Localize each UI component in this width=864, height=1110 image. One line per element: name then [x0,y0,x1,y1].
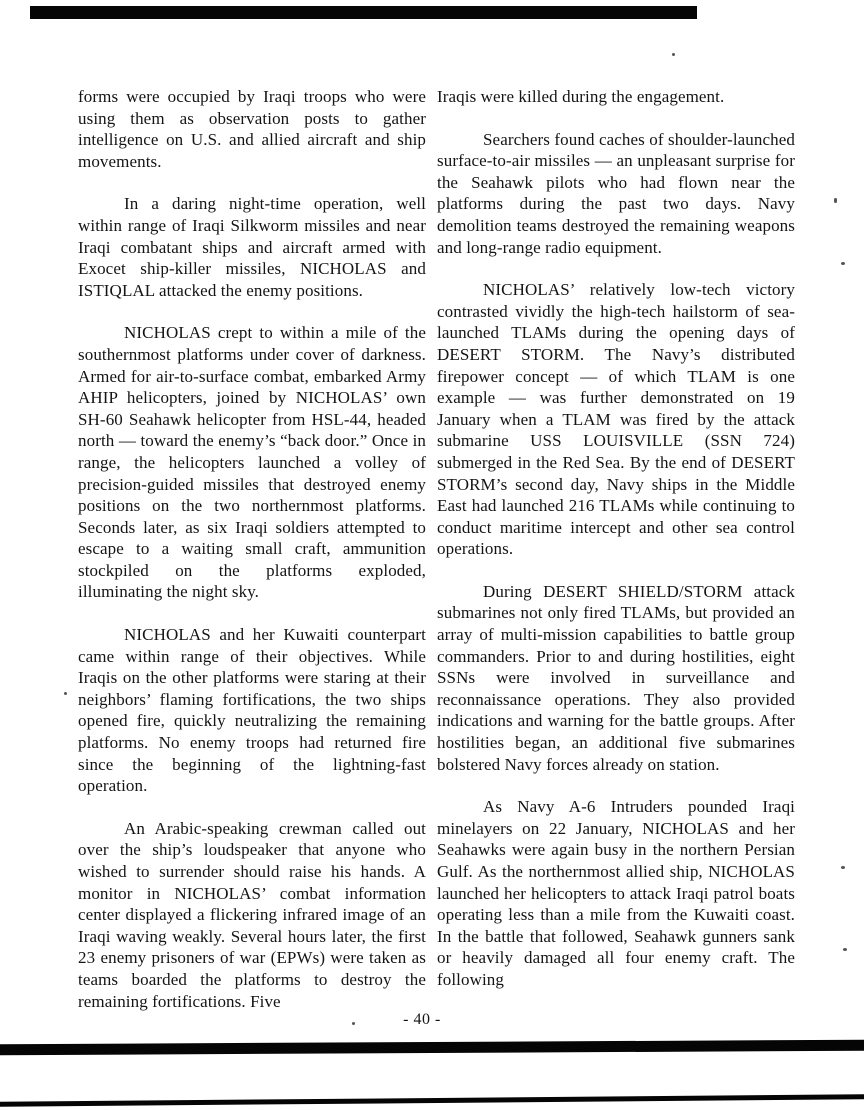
scan-speck [834,198,837,203]
bottom-thick-rule-bar [0,1040,864,1056]
body-paragraph: NICHOLAS and her Kuwaiti counterpart came within range of their objectives. While Iraqis on the other platforms were staring at their neighbors’ flaming fortifications, the two ships opened fire, quickly neutralizing the remaining platforms. No enemy troops had returned fire since the beginning of the lightning-fast operation. [78,625,426,796]
body-paragraph: forms were occupied by Iraqi troops who were using them as observation posts to gather intelligence on U.S. and allied aircraft and ship movements. [78,87,426,171]
scan-speck [843,948,847,951]
scan-speck [672,53,675,56]
scan-speck [64,692,67,695]
body-paragraph: Iraqis were killed during the engagement. [437,87,725,106]
body-paragraph: During DESERT SHIELD/STORM attack submarines not only fired TLAMs, but provided an array of multi-mission capabilities to battle group commanders. Prior to and during hostilities, eight SSNs were involved in surveillance and reconnaissance operations. They also provided indications and warning for the battle groups. After hostilities began, an additional five submarines bolstered Navy forces already on station. [437,581,795,774]
body-paragraph: NICHOLAS’ relatively low-tech victory contrasted vividly the high-tech hailstorm of sea-launched TLAMs during the opening days of DESERT STORM. The Navy’s distributed firepower concept — of which TLAM is one example — was further demonstrated on 19 January when a TLAM was fired by the attack submarine USS LOUISVILLE (SSN 724) submerged in the Red Sea. By the end of DESERT STORM’s second day, Navy ships in the Middle East had launched 216 TLAMs while continuing to conduct maritime intercept and other sea control operations. [437,280,795,559]
body-paragraph: An Arabic-speaking crewman called out over the ship’s loudspeaker that anyone who wished to surrender should raise his hands. A monitor in NICHOLAS’ combat information center displayed a flickering infrared image of an Iraqi waving weakly. Several hours later, the first 23 enemy prisoners of war (EPWs) were taken as teams boarded the platforms to destroy the remaining fortifications. Five [78,818,426,1011]
body-paragraph: As Navy A-6 Intruders pounded Iraqi minelayers on 22 January, NICHOLAS and her Seahawks were again busy in the northern Persian Gulf. As the northernmost allied ship, NICHOLAS launched her helicopters to attack Iraqi patrol boats operating less than a mile from the Kuwaiti coast. In the battle that followed, Seahawk gunners sank or heavily damaged all four enemy craft. The following [437,797,795,989]
body-paragraph: In a daring night-time operation, well within range of Iraqi Silkworm missiles and near Iraqi combatant ships and aircraft armed with Exocet ship-killer missiles, NICHOLAS and ISTIQLAL attacked the enemy positions. [78,194,426,300]
top-rule-bar [30,6,697,19]
body-paragraph: Searchers found caches of shoulder-launched surface-to-air missiles — an unpleasant surprise for the Seahawk pilots who had flown near the platforms during the past two days. Navy demolition teams destroyed the remaining weapons and long-range radio equipment. [437,129,795,257]
bottom-thin-rule-bar [0,1094,864,1107]
left-text-column [78,86,426,1012]
scan-speck [841,866,845,869]
scan-speck [352,1022,355,1025]
right-text-column [437,86,795,991]
body-paragraph: NICHOLAS crept to within a mile of the southernmost platforms under cover of darkness. Armed for air-to-surface combat, embarked Army AHIP helicopters, joined by NICHOLAS’ own SH-60 Seahawk helicopter from HSL-44, headed north — toward the enemy’s “back door.” Once in range, the helicopters launched a volley of precision-guided missiles that destroyed enemy positions on the two northernmost platforms. Seconds later, as six Iraqi soldiers attempted to escape to a waiting small craft, ammunition stockpiled on the platforms exploded, illuminating the night sky. [78,323,426,602]
page-number: - 40 - [403,1011,441,1028]
scan-speck [841,262,845,265]
